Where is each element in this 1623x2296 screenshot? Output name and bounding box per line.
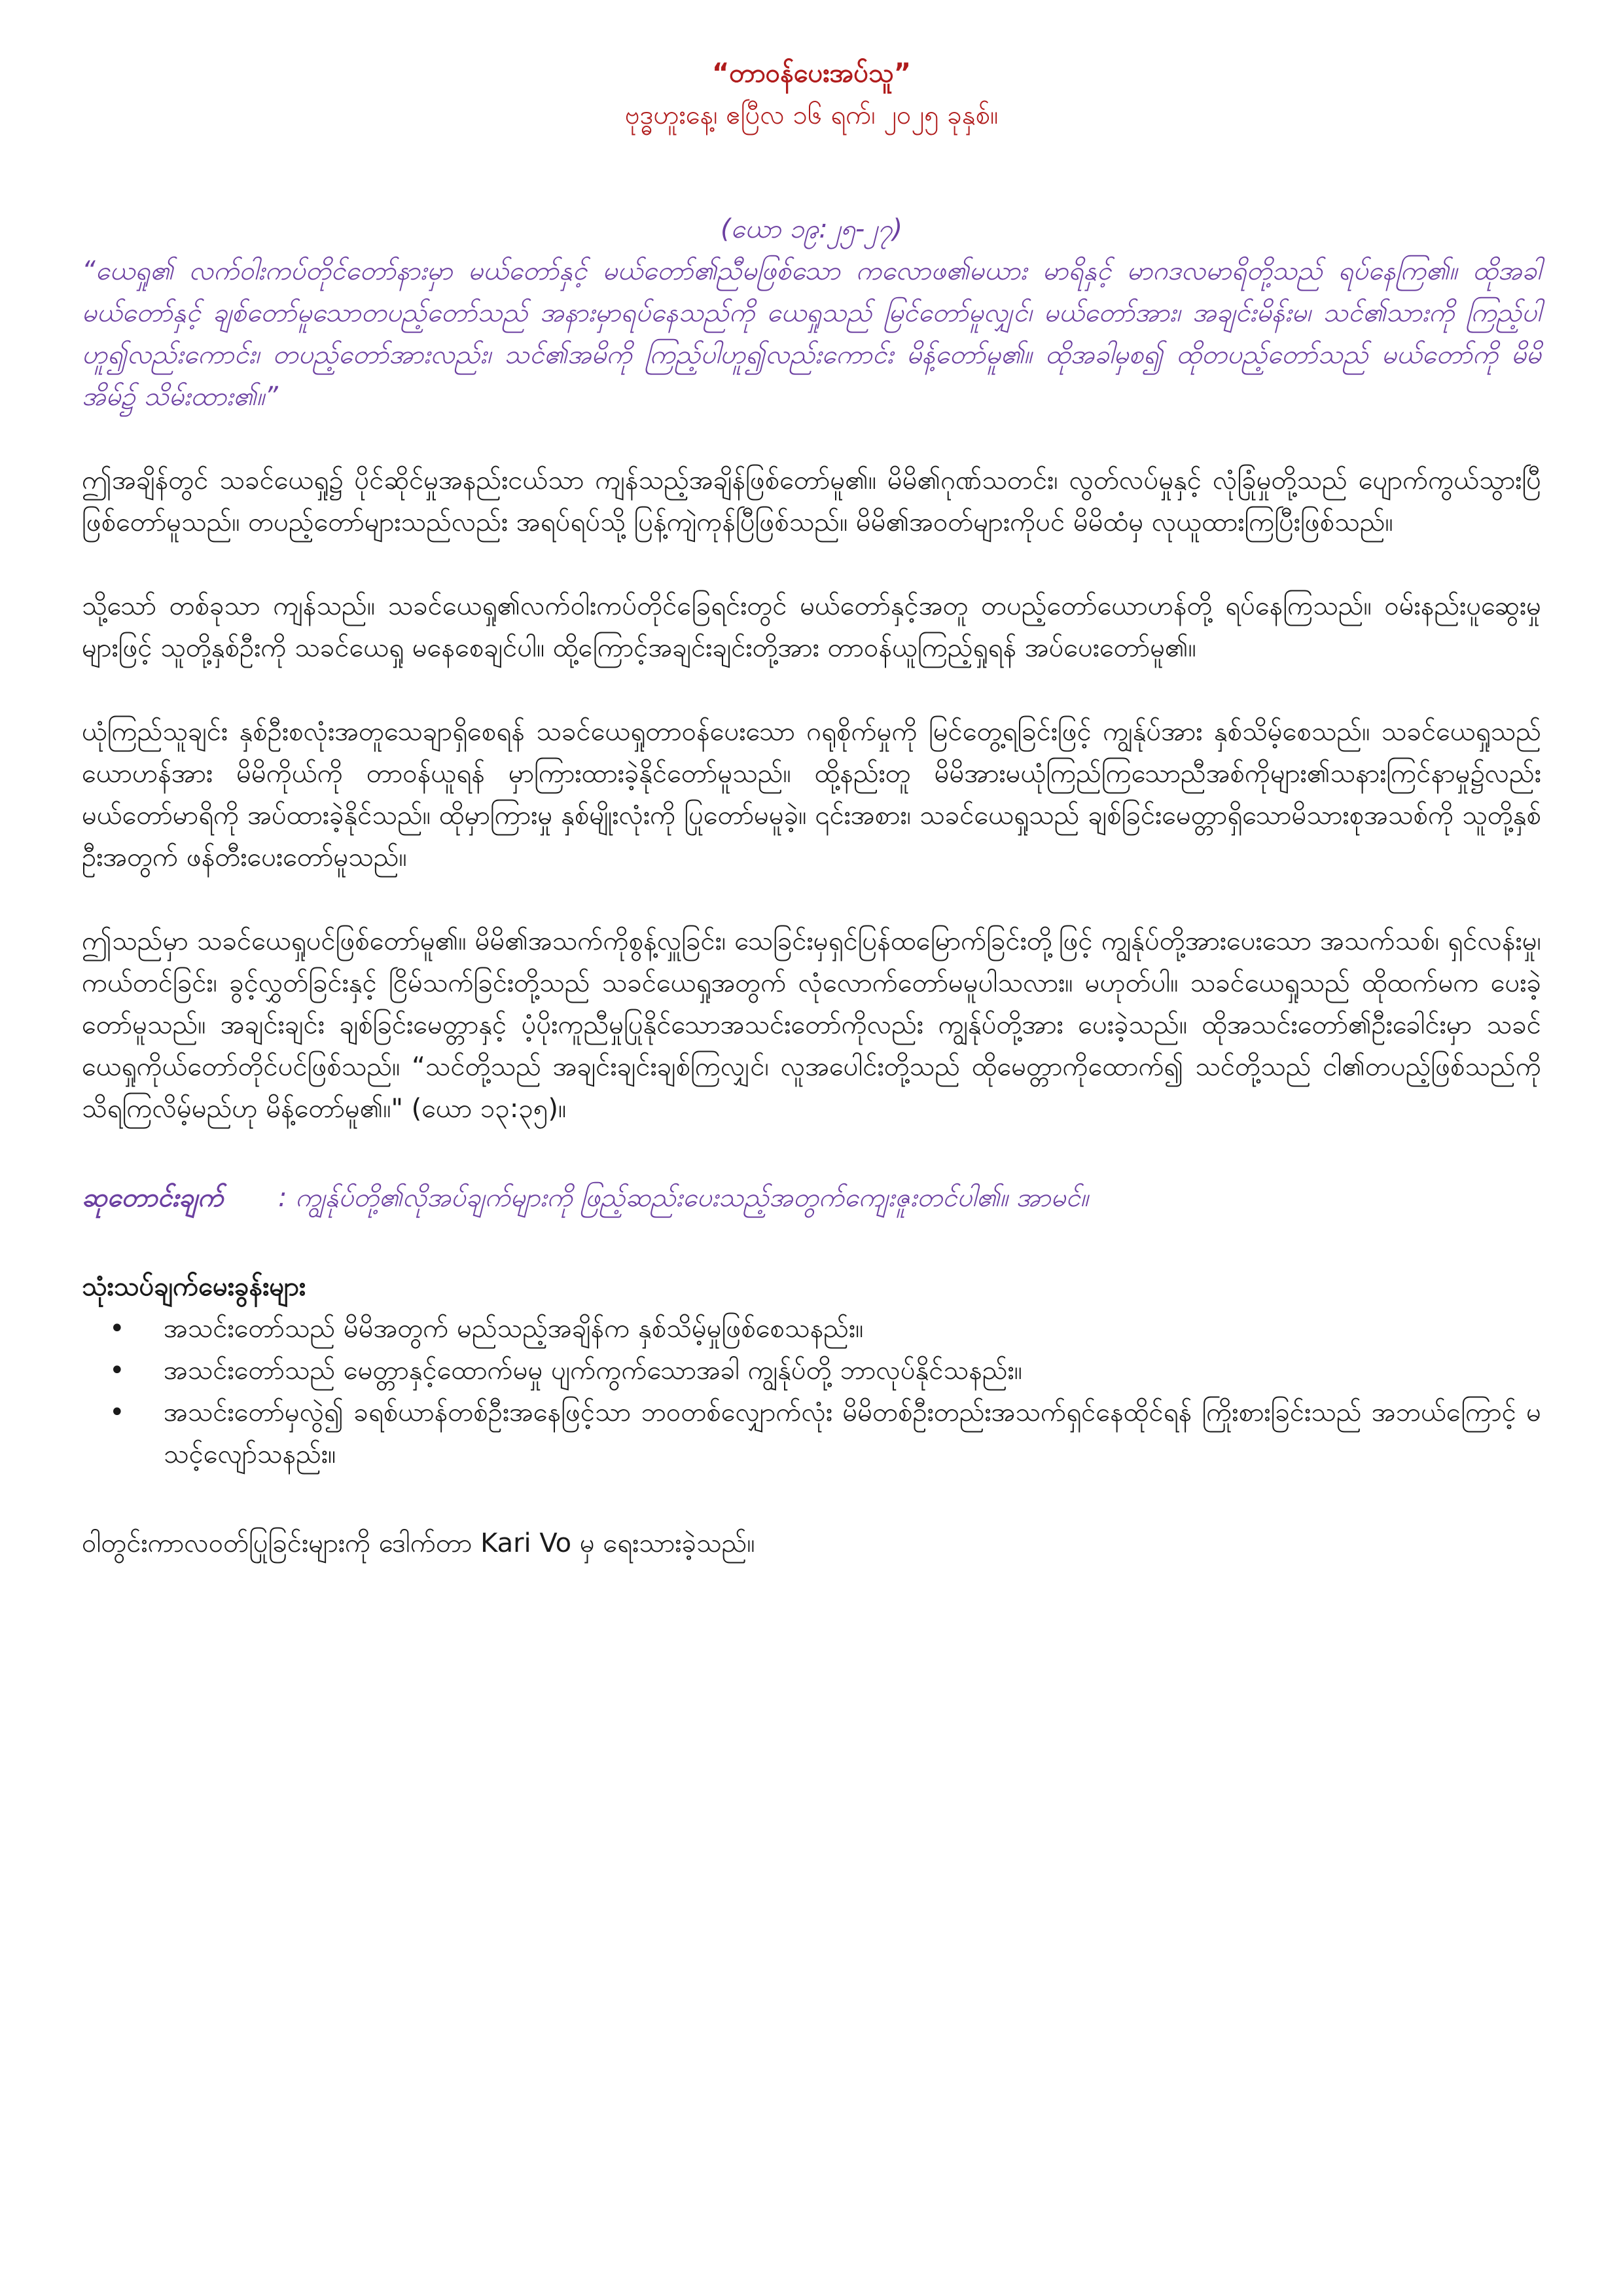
body-paragraph-2: သို့သော် တစ်ခုသာ ကျန်သည်။ သခင်ယေရှု၏လက်ဝါးကပ်တိုင်ခြေရင်းတွင် မယ်တော်နှင့်အတူ တပည့်တော်ယောဟန်တို့ ရပ်နေကြသည်။ ဝမ်းနည်းပူဆွေးမှုများဖြင့် သူတို့နှစ်ဦးကို သခင်ယေရှု မနေစေချင်ပါ။ ထို့ကြောင့်အချင်းချင်းတို့အား တာဝန်ယူကြည့်ရှုရန် အပ်ပေးတော်မူ၏။ [82,591,1541,663]
prayer-label: ဆုတောင်းချက် [82,1183,224,1213]
questions-heading: သုံးသပ်ချက်မေးခွန်းများ [82,1272,306,1302]
list-item [82,1391,1541,1475]
author-credit: ဝါတွင်းကာလဝတ်ပြုခြင်းများကို ဒေါက်တာ Kari Vo မှ ရေးသားခဲ့သည်။ [82,1528,755,1558]
questions-list [82,1308,1541,1475]
body-paragraph-1: ဤအချိန်တွင် သခင်ယေရှု၌ ပိုင်ဆိုင်မှုအနည်းငယ်သာ ကျန်သည့်အချိန်ဖြစ်တော်မူ၏။ မိမိ၏ဂုဏ်သတင်း၊ လွတ်လပ်မှုနှင့် လုံခြုံမှုတို့သည် ပျောက်ကွယ်သွားပြီဖြစ်တော်မူသည်။ တပည့်တော်များသည်လည်း အရပ်ရပ်သို့ ပြန့်ကျဲကုန်ပြီဖြစ်သည်။ မိမိ၏အဝတ်များကိုပင် မိမိထံမှ လုယူထားကြပြီးဖြစ်သည်။ [82,465,1541,537]
prayer-text: : ကျွန်ုပ်တို့၏လိုအပ်ချက်များကို ဖြည့်ဆည်းပေးသည့်အတွက်ကျေးဇူးတင်ပါ၏။ အာမင်။ [278,1183,1088,1213]
list-item [82,1308,1541,1350]
body-paragraph-4: ဤသည်မှာ သခင်ယေရှုပင်ဖြစ်တော်မူ၏။ မိမိ၏အသက်ကိုစွန့်လှူခြင်း၊ သေခြင်းမှရှင်ပြန်ထမြောက်ခြင်းတို့ဖြင့် ကျွန်ုပ်တို့အားပေးသော အသက်သစ်၊ ရှင်လန်းမှု၊ ကယ်တင်ခြင်း၊ ခွင့်လွှတ်ခြင်းနှင့် ငြိမ်သက်ခြင်းတို့သည် သခင်ယေရှုအတွက် လုံလောက်တော်မမူပါသလား။ မဟုတ်ပါ။ သခင်ယေရှုသည် ထိုထက်မက ပေးခဲ့တော်မူသည်။ အချင်းချင်း ချစ်ခြင်းမေတ္တာနှင့် ပံ့ပိုးကူညီမှုပြုနိုင်သောအသင်းတော်ကိုလည်း ကျွန်ုပ်တို့အား ပေးခဲ့သည်။ ထိုအသင်းတော်၏ဦးခေါင်းမှာ သခင်ယေရှုကိုယ်တော်တိုင်ပင်ဖြစ်သည်။ “သင်တို့သည် အချင်းချင်းချစ်ကြလျှင်၊ လူအပေါင်းတို့သည် ထိုမေတ္တာကိုထောက်၍ သင်တို့သည် ငါ၏တပည့်ဖြစ်သည်ကို သိရကြလိမ့်မည်ဟု မိန့်တော်မူ၏။" (ယော ၁၃:၃၅)။ [82,926,1541,1124]
question-text: အသင်းတော်သည် မိမိအတွက် မည်သည့်အချိန်က နှစ်သိမ့်မှုဖြစ်စေသနည်း။ [164,1314,864,1344]
page-title: “တာဝန်ပေးအပ်သူ” [711,58,912,88]
question-text: အသင်းတော်မှလွဲ၍ ခရစ်ယာန်တစ်ဦးအနေဖြင့်သာ ဘဝတစ်လျှောက်လုံး မိမိတစ်ဦးတည်းအသက်ရှင်နေထိုင်ရန် ကြိုးစားခြင်းသည် အဘယ်ကြောင့် မသင့်လျော်သနည်း။ [164,1397,1541,1469]
list-item [82,1350,1541,1391]
body-paragraph-3: ယုံကြည်သူချင်း နှစ်ဦးစလုံးအတူသေချာရှိစေရန် သခင်ယေရှုတာဝန်ပေးသော ဂရုစိုက်မှုကို မြင်တွေ့ရခြင်းဖြင့် ကျွန်ုပ်အား နှစ်သိမ့်စေသည်။ သခင်ယေရှုသည် ယောဟန်အား မိမိကိုယ်ကို တာဝန်ယူရန် မှာကြားထားခဲ့နိုင်တော်မူသည်။ ထို့နည်းတူ မိမိအားမယုံကြည်ကြသောညီအစ်ကိုများ၏သနားကြင်နာမှု၌လည်း မယ်တော်မာရိကို အပ်ထားခဲ့နိုင်သည်။ ထိုမှာကြားမှု နှစ်မျိုးလုံးကို ပြုတော်မမူခဲ့။ ၎င်းအစား၊ သခင်ယေရှုသည် ချစ်ခြင်းမေတ္တာရှိသောမိသားစုအသစ်ကို သူတို့နှစ်ဦးအတွက် ဖန်တီးပေးတော်မူသည်။ [82,717,1541,872]
devotional-page [82,52,1541,1564]
scripture-quote: “ယေရှု၏ လက်ဝါးကပ်တိုင်တော်နားမှာ မယ်တော်နှင့် မယ်တော်၏ညီမဖြစ်သော ကလောဖ၏မယား မာရိနှင့် မာဂဒလမာရိတို့သည် ရပ်နေကြ၏။ ထိုအခါ မယ်တော်နှင့် ချစ်တော်မူသောတပည့်တော်သည် အနားမှာရပ်နေသည်ကို ယေရှုသည် မြင်တော်မူလျှင်၊ မယ်တော်အား၊ အချင်းမိန်းမ၊ သင်၏သားကို ကြည့်ပါဟူ၍လည်းကောင်း၊ တပည့်တော်အားလည်း၊ သင်၏အမိကို ကြည့်ပါဟူ၍လည်းကောင်း မိန့်တော်မူ၏။ ထိုအခါမှစ၍ ထိုတပည့်တော်သည် မယ်တော်ကို မိမိအိမ်၌ သိမ်းထား၏။” [82,256,1541,412]
question-text: အသင်းတော်သည် မေတ္တာနှင့်ထောက်မမှု ပျက်ကွက်သောအခါ ကျွန်ုပ်တို့ ဘာလုပ်နိုင်သနည်း။ [164,1355,1022,1386]
bullet-icon: • [109,1355,125,1386]
devotional-date: ဗုဒ္ဓဟူးနေ့၊ ဧပြီလ ၁၆ ရက်၊ ၂၀၂၅ ခုနှစ်။ [624,100,999,130]
scripture-reference: (ယော ၁၉:၂၅-၂၇) [720,214,903,244]
bullet-icon: • [109,1314,125,1344]
prayer [82,1177,1541,1219]
bullet-icon: • [109,1397,125,1427]
